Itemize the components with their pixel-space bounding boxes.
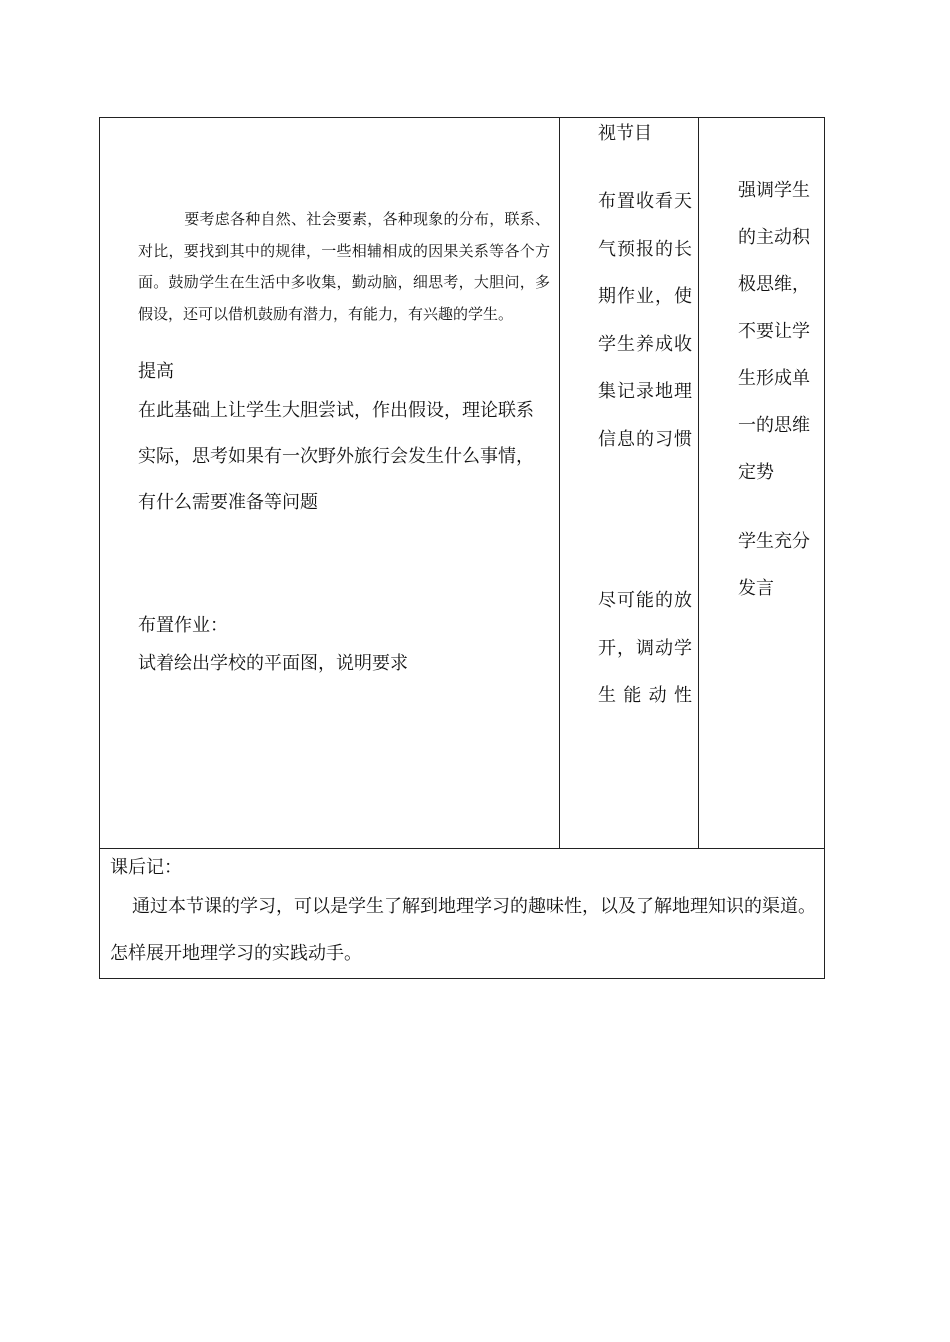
- after-class-label: 课后记：: [110, 857, 182, 878]
- row-divider: [100, 848, 824, 849]
- design-intent-block-1: 强调学生的主动积极思维，不要让学生形成单一的思维定势: [738, 180, 810, 483]
- column-divider: [559, 118, 560, 848]
- teacher-activity-block-1: 布置收看天气预报的长期作业，使学生养成收集记录地理信息的习惯: [598, 191, 692, 450]
- teacher-activity-block-2: 尽可能的放开，调动学生能动性: [598, 590, 692, 706]
- design-intent-block-2: 学生充分发言: [738, 531, 810, 599]
- lesson-plan-table: [99, 117, 825, 979]
- content-paragraph: 要考虑各种自然、社会要素，各种现象的分布，联系、对比，要找到其中的规律，一些相辅相成的因果关系等各个方面。鼓励学生在生活中多收集，勤动脑，细思考，大胆问，多假设，还可以借机鼓励有潜力，有能力，有兴趣的学生。: [138, 210, 550, 323]
- homework-text: 试着绘出学校的平面图，说明要求: [138, 653, 408, 675]
- teacher-activity-top: 视节目: [598, 123, 652, 144]
- teaching-content-cell: [138, 204, 550, 685]
- after-class-text: 通过本节课的学习，可以是学生了解到地理学习的趣味性，以及了解地理知识的渠道。怎样展开地理学习的实践动手。: [110, 896, 816, 964]
- after-class-notes: [110, 853, 816, 977]
- homework-title: 布置作业：: [138, 615, 228, 637]
- section-heading-raise: 提高: [138, 361, 174, 383]
- column-divider: [698, 118, 699, 848]
- raise-paragraph: 在此基础上让学生大胆尝试，作出假设，理论联系实际，思考如果有一次野外旅行会发生什么事情，有什么需要准备等问题: [138, 400, 534, 514]
